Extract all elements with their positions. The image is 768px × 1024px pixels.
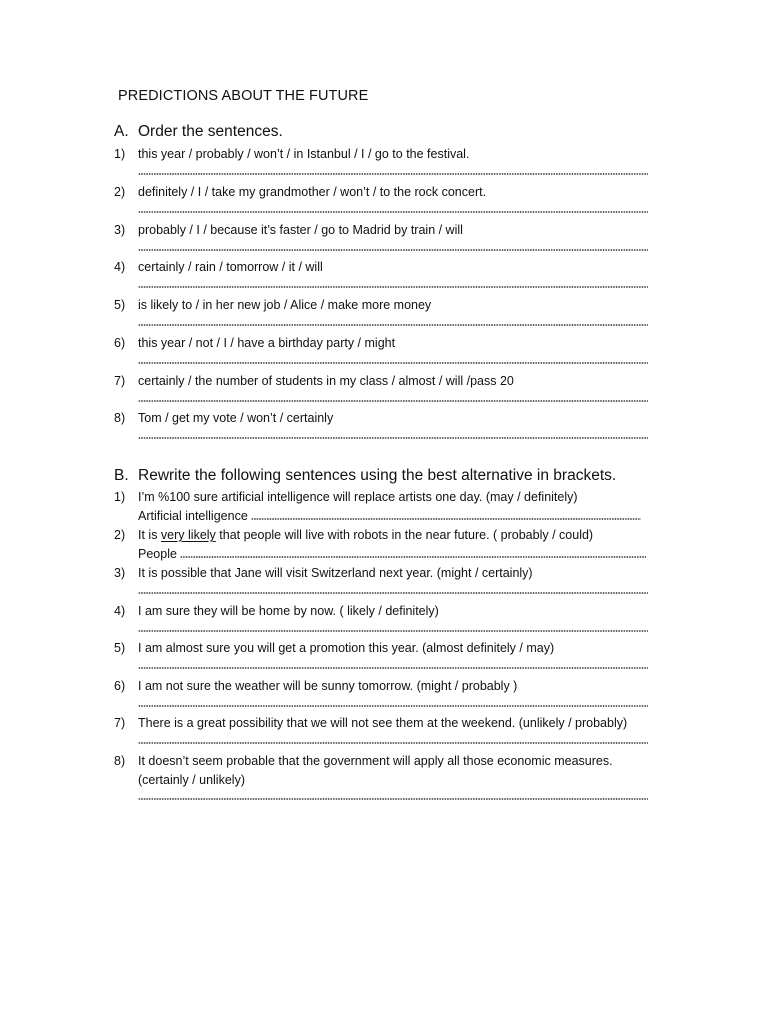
item-text: certainly / the number of students in my class / almost / will /pass 20	[138, 374, 514, 388]
item-number: 5)	[114, 298, 126, 312]
answer-line[interactable]	[138, 324, 648, 326]
answer-prompt: Artificial intelligence	[138, 509, 248, 523]
answer-line[interactable]	[138, 437, 648, 439]
section-a-heading	[114, 123, 283, 141]
answer-line[interactable]	[180, 556, 646, 558]
item-text: I am not sure the weather will be sunny tomorrow. (might / probably )	[138, 679, 518, 693]
item-text: There is a great possibility that we will not see them at the weekend. (unlikely / probably)	[138, 716, 628, 730]
item-number: 1)	[114, 147, 126, 161]
item-number: 8)	[114, 754, 126, 768]
item-text: I am sure they will be home by now. ( likely / definitely)	[138, 604, 439, 618]
section-b-letter: B.	[114, 467, 129, 484]
item-number: 1)	[114, 490, 126, 504]
item-text: Tom / get my vote / won’t / certainly	[138, 411, 334, 425]
answer-line[interactable]	[138, 400, 648, 402]
item-text: It is very likely that people will live with robots in the near future. ( probably / could)	[138, 528, 594, 542]
item-text: I am almost sure you will get a promotion this year. (almost definitely / may)	[138, 641, 555, 655]
section-a-title: Order the sentences.	[138, 123, 283, 140]
answer-prompt: People	[138, 547, 177, 561]
section-b-heading	[114, 467, 616, 485]
answer-line[interactable]	[251, 518, 641, 520]
page-title: PREDICTIONS ABOUT THE FUTURE	[118, 88, 369, 104]
item-number: 2)	[114, 185, 126, 199]
item-text-continued: (certainly / unlikely)	[138, 773, 245, 787]
item-text: definitely / I / take my grandmother / won’t / to the rock concert.	[138, 185, 487, 199]
item-number: 8)	[114, 411, 126, 425]
item-text: this year / not / I / have a birthday party / might	[138, 336, 396, 350]
answer-line[interactable]	[138, 211, 648, 213]
item-text: is likely to / in her new job / Alice / make more money	[138, 298, 432, 312]
section-a-letter: A.	[114, 123, 129, 140]
item-number: 5)	[114, 641, 126, 655]
item-number: 4)	[114, 260, 126, 274]
answer-line[interactable]	[138, 667, 648, 669]
item-text: probably / I / because it’s faster / go to Madrid by train / will	[138, 223, 463, 237]
item-number: 4)	[114, 604, 126, 618]
answer-line[interactable]	[138, 249, 648, 251]
answer-line[interactable]	[138, 286, 648, 288]
item-number: 3)	[114, 223, 126, 237]
underlined-phrase: very likely	[160, 528, 216, 542]
answer-line[interactable]	[138, 362, 648, 364]
item-text: I’m %100 sure artificial intelligence will replace artists one day. (may / definitely)	[138, 490, 578, 504]
section-b-title: Rewrite the following sentences using the best alternative in brackets.	[138, 467, 617, 484]
answer-line[interactable]	[138, 705, 648, 707]
answer-line[interactable]	[138, 742, 648, 744]
item-number: 3)	[114, 566, 126, 580]
item-text: It is possible that Jane will visit Switzerland next year. (might / certainly)	[138, 566, 533, 580]
item-number: 6)	[114, 679, 126, 693]
answer-line[interactable]	[138, 630, 648, 632]
item-number: 6)	[114, 336, 126, 350]
answer-row	[138, 547, 646, 561]
item-text: certainly / rain / tomorrow / it / will	[138, 260, 323, 274]
answer-line[interactable]	[138, 798, 648, 800]
answer-row	[138, 509, 641, 523]
answer-line[interactable]	[138, 173, 648, 175]
item-number: 2)	[114, 528, 126, 542]
item-text: this year / probably / won’t / in Istanbul / I / go to the festival.	[138, 147, 470, 161]
item-number: 7)	[114, 374, 126, 388]
answer-line[interactable]	[138, 592, 648, 594]
item-number: 7)	[114, 716, 126, 730]
item-text: It doesn’t seem probable that the government will apply all those economic measures.	[138, 754, 613, 768]
